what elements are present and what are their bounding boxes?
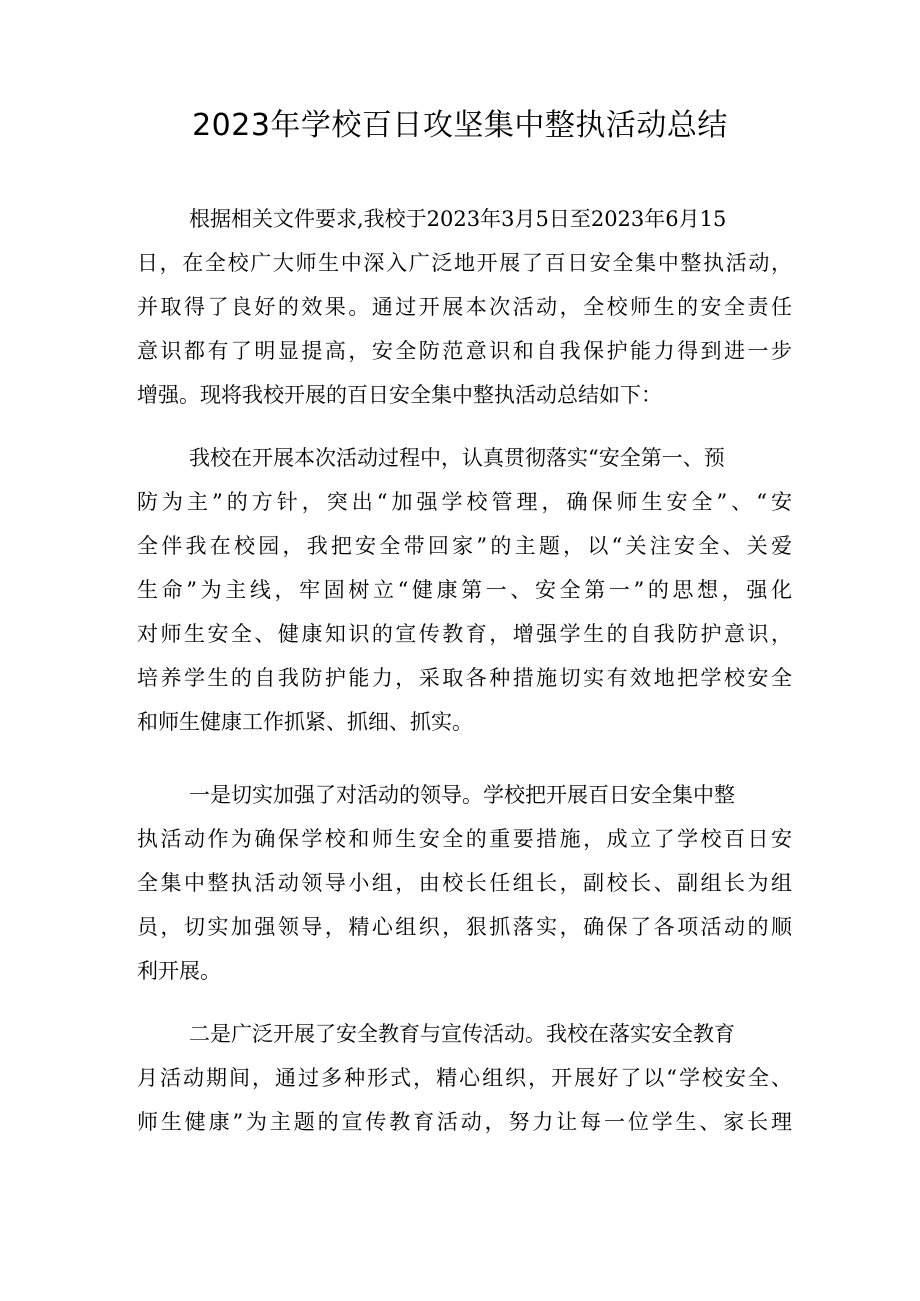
paragraph-line: 根据相关文件要求,我校于2023年3月5日至2023年6月15 (189, 207, 727, 231)
paragraph-line: 我校在开展本次活动过程中，认真贯彻落实“安全第一、预 (189, 446, 725, 470)
paragraph-line: 并取得了良好的效果。通过开展本次活动，全校师生的安全责任 (137, 295, 792, 319)
paragraph-line: 月活动期间，通过多种形式，精心组织，开展好了以“学校安全、 (137, 1066, 792, 1090)
paragraph-line: 意识都有了明显提高，安全防范意识和自我保护能力得到进一步 (137, 339, 792, 363)
paragraph-line: 增强。现将我校开展的百日安全集中整执活动总结如下： (137, 383, 662, 407)
paragraph-line: 防为主”的方针，突出“加强学校管理，确保师生安全”、“安 (137, 490, 792, 514)
paragraph-line: 执活动作为确保学校和师生安全的重要措施，成立了学校百日安 (137, 827, 792, 851)
paragraph-line: 日，在全校广大师生中深入广泛地开展了百日安全集中整执活动， (137, 251, 792, 275)
paragraph-line: 师生健康”为主题的宣传教育活动，努力让每一位学生、家长理 (137, 1110, 792, 1134)
paragraph-line: 和师生健康工作抓紧、抓细、抓实。 (137, 710, 473, 734)
paragraph-line: 全集中整执活动领导小组，由校长任组长，副校长、副组长为组 (137, 871, 792, 895)
document-title: 2023年学校百日攻坚集中整执活动总结 (192, 108, 728, 143)
paragraph-line: 二是广泛开展了安全教育与宣传活动。我校在落实安全教育 (189, 1022, 735, 1046)
paragraph-line: 对师生安全、健康知识的宣传教育，增强学生的自我防护意识， (137, 622, 792, 646)
paragraph-line: 一是切实加强了对活动的领导。学校把开展百日安全集中整 (189, 783, 735, 807)
paragraph-line: 全伴我在校园，我把安全带回家”的主题，以“关注安全、关爱 (137, 534, 792, 558)
paragraph-line: 生命”为主线，牢固树立“健康第一、安全第一”的思想，强化 (137, 578, 792, 602)
paragraph-line: 员，切实加强领导，精心组织，狠抓落实，确保了各项活动的顺 (137, 915, 792, 939)
paragraph-line: 利开展。 (137, 959, 221, 983)
paragraph-line: 培养学生的自我防护能力，采取各种措施切实有效地把学校安全 (137, 666, 792, 690)
